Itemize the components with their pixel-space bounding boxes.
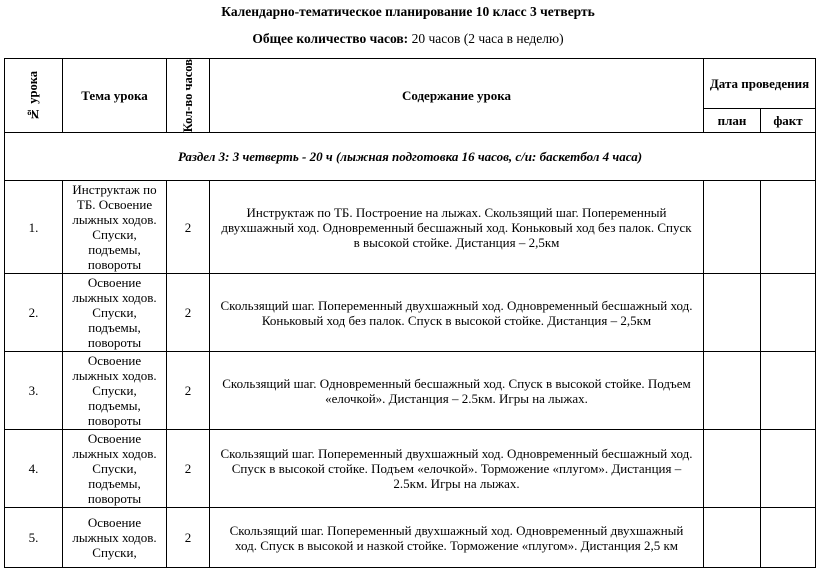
header-content: Содержание урока [210,59,704,133]
row-fact-date [761,508,816,568]
row-plan-date [704,508,761,568]
row-number: 3. [5,352,63,430]
row-content: Скользящий шаг. Попеременный двухшажный ход. Одновременный бесшажный ход. Коньковый ход без палок. Спуск в высокой стойке. Дистанция – 2,5км [210,274,704,352]
header-plan: план [704,108,761,133]
row-number: 5. [5,508,63,568]
row-hours: 2 [167,181,210,274]
table-row [5,352,816,430]
table-row [5,430,816,508]
row-number: 4. [5,430,63,508]
row-number: 2. [5,274,63,352]
header-date: Дата проведения [704,59,816,109]
row-fact-date [761,352,816,430]
total-hours-label: Общее количество часов: [252,31,409,46]
row-hours: 2 [167,274,210,352]
total-hours-line [0,31,816,47]
row-content: Инструктаж по ТБ. Построение на лыжах. Скользящий шаг. Попеременный двухшажный ход. Одновременный бесшажный ход. Коньковый ход без палок. Спуск в высокой стойке. Дистанция – 2,5км [210,181,704,274]
header-lesson-number: № урока [5,59,63,133]
section-heading: Раздел 3: 3 четверть - 20 ч (лыжная подготовка 16 часов, с/и: баскетбол 4 часа) [5,133,816,181]
header-topic: Тема урока [63,59,167,133]
row-plan-date [704,430,761,508]
lesson-plan-table [4,58,816,568]
row-plan-date [704,181,761,274]
row-topic: Освоение лыжных ходов. Спуски, подъемы, повороты [63,274,167,352]
row-topic: Инструктаж по ТБ. Освоение лыжных ходов. Спуски, подъемы, повороты [63,181,167,274]
row-fact-date [761,181,816,274]
row-hours: 2 [167,352,210,430]
row-plan-date [704,274,761,352]
total-hours-value: 20 часов (2 часа в неделю) [408,31,564,46]
header-hours-count: Кол-во часов [167,59,210,133]
row-hours: 2 [167,430,210,508]
row-plan-date [704,352,761,430]
table-row [5,508,816,568]
row-fact-date [761,274,816,352]
header-fact: факт [761,108,816,133]
row-content: Скользящий шаг. Попеременный двухшажный ход. Одновременный бесшажный ход. Спуск в высокой стойке. Подъем «елочкой». Торможение «плугом». Дистанция – 2.5км. Игры на лыжах. [210,430,704,508]
table-row [5,274,816,352]
row-number: 1. [5,181,63,274]
row-topic: Освоение лыжных ходов. Спуски, подъемы, повороты [63,352,167,430]
row-hours: 2 [167,508,210,568]
row-content: Скользящий шаг. Попеременный двухшажный ход. Одновременный двухшажный ход. Спуск в высокой и назкой стойке. Торможение «плугом». Дистанция 2,5 км [210,508,704,568]
row-topic: Освоение лыжных ходов. Спуски, [63,508,167,568]
row-topic: Освоение лыжных ходов. Спуски, подъемы, повороты [63,430,167,508]
page-title: Календарно-тематическое планирование 10 класс 3 четверть [221,4,595,19]
row-content: Скользящий шаг. Одновременный бесшажный ход. Спуск в высокой стойке. Подъем «елочкой». Дистанция – 2.5км. Игры на лыжах. [210,352,704,430]
row-fact-date [761,430,816,508]
table-row [5,181,816,274]
